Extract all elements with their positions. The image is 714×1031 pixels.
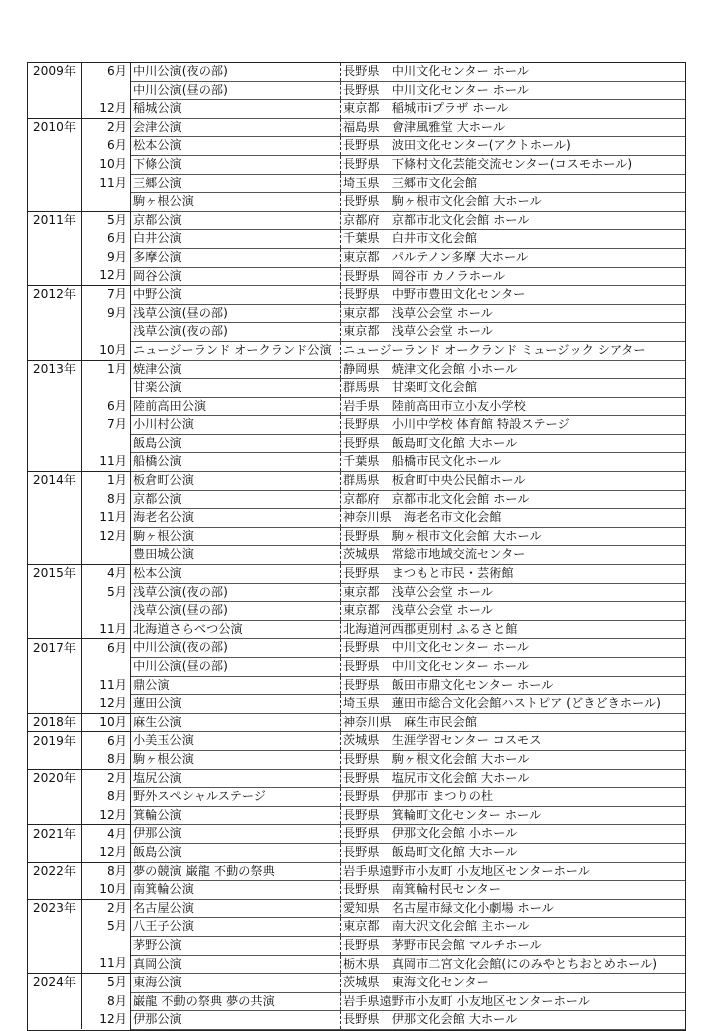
- performance-title: 南箕輪公演: [131, 881, 341, 900]
- venue-cell: 東京都 浅草公会堂 ホール: [341, 583, 686, 602]
- month-cell: 12月: [82, 843, 131, 862]
- month-cell: 11月: [82, 676, 131, 695]
- venue-cell: 長野県 中川文化センター ホール: [341, 658, 686, 677]
- performance-title: 東海公演: [131, 974, 341, 993]
- year-cell: [28, 806, 82, 825]
- performance-title: 三郷公演: [131, 174, 341, 193]
- year-cell: 2018年: [28, 713, 82, 732]
- year-cell: [28, 955, 82, 974]
- month-cell: [82, 379, 131, 398]
- table-row: [28, 992, 685, 1011]
- performance-title: 野外スペシャルステージ: [131, 788, 341, 807]
- venue-cell: 長野県 伊那文化会館 小ホール: [341, 825, 686, 844]
- venue-cell: 茨城県 生涯学習センター コスモス: [341, 732, 686, 751]
- year-cell: 2013年: [28, 360, 82, 379]
- performance-title: 京都公演: [131, 490, 341, 509]
- performance-title: 松本公演: [131, 137, 341, 156]
- month-cell: 9月: [82, 304, 131, 323]
- table-row: [28, 416, 685, 435]
- performance-title: 陸前高田公演: [131, 397, 341, 416]
- year-cell: [28, 527, 82, 546]
- performance-table: [28, 63, 685, 1030]
- table-row: [28, 304, 685, 323]
- table-row: [28, 509, 685, 528]
- performance-title: 下條公演: [131, 155, 341, 174]
- table-row: [28, 100, 685, 119]
- year-cell: [28, 379, 82, 398]
- year-cell: [28, 137, 82, 156]
- table-row: [28, 955, 685, 974]
- table-row: [28, 118, 685, 137]
- month-cell: 8月: [82, 862, 131, 881]
- table-row: [28, 881, 685, 900]
- performance-title: 八王子公演: [131, 918, 341, 937]
- venue-cell: 京都府 京都市北文化会館 ホール: [341, 490, 686, 509]
- month-cell: 5月: [82, 974, 131, 993]
- year-cell: 2009年: [28, 63, 82, 81]
- month-cell: 10月: [82, 881, 131, 900]
- month-cell: [82, 193, 131, 212]
- month-cell: 5月: [82, 918, 131, 937]
- year-cell: [28, 323, 82, 342]
- year-cell: [28, 416, 82, 435]
- month-cell: 5月: [82, 583, 131, 602]
- year-cell: [28, 1011, 82, 1030]
- venue-cell: ニュージーランド オークランド ミュージック シアター: [341, 341, 686, 360]
- venue-cell: 北海道河西郡更別村 ふるさと館: [341, 620, 686, 639]
- month-cell: 12月: [82, 695, 131, 714]
- performance-title: 駒ヶ根公演: [131, 193, 341, 212]
- table-row: [28, 769, 685, 788]
- year-cell: [28, 788, 82, 807]
- month-cell: 11月: [82, 174, 131, 193]
- venue-cell: 長野県 伊那市 まつりの杜: [341, 788, 686, 807]
- month-cell: 11月: [82, 955, 131, 974]
- year-cell: [28, 658, 82, 677]
- performance-title: 伊那公演: [131, 825, 341, 844]
- venue-cell: 東京都 浅草公会堂 ホール: [341, 323, 686, 342]
- table-row: [28, 360, 685, 379]
- table-row: [28, 230, 685, 249]
- venue-cell: 栃木県 真岡市二宮文化会館(にのみやとちおとめホール): [341, 955, 686, 974]
- month-cell: 2月: [82, 899, 131, 918]
- month-cell: 1月: [82, 360, 131, 379]
- performance-title: 甘楽公演: [131, 379, 341, 398]
- venue-cell: 岩手県遠野市小友町 小友地区センターホール: [341, 862, 686, 881]
- year-cell: 2017年: [28, 639, 82, 658]
- month-cell: [82, 434, 131, 453]
- performance-title: 豊田城公演: [131, 546, 341, 565]
- year-cell: 2023年: [28, 899, 82, 918]
- table-row: [28, 155, 685, 174]
- performance-title: 岡谷公演: [131, 267, 341, 286]
- performance-title: 板倉町公演: [131, 472, 341, 491]
- month-cell: 12月: [82, 267, 131, 286]
- month-cell: [82, 546, 131, 565]
- venue-cell: 長野県 南箕輪村民センター: [341, 881, 686, 900]
- venue-cell: 長野県 茅野市民会館 マルチホール: [341, 936, 686, 955]
- year-cell: 2015年: [28, 565, 82, 584]
- venue-cell: 千葉県 白井市文化会館: [341, 230, 686, 249]
- table-row: [28, 472, 685, 491]
- month-cell: 6月: [82, 397, 131, 416]
- performance-title: ニュージーランド オークランド公演: [131, 341, 341, 360]
- table-row: [28, 1011, 685, 1030]
- venue-cell: 群馬県 甘楽町文化会館: [341, 379, 686, 398]
- performance-title: 巌龍 不動の祭典 夢の共演: [131, 992, 341, 1011]
- year-cell: 2014年: [28, 472, 82, 491]
- venue-cell: 群馬県 板倉町中央公民館ホール: [341, 472, 686, 491]
- performance-history-table: [27, 62, 686, 1031]
- year-cell: [28, 453, 82, 472]
- venue-cell: 埼玉県 三郷市文化会館: [341, 174, 686, 193]
- year-cell: [28, 248, 82, 267]
- table-row: [28, 137, 685, 156]
- year-cell: [28, 341, 82, 360]
- performance-title: 北海道さらべつ公演: [131, 620, 341, 639]
- performance-title: 飯島公演: [131, 434, 341, 453]
- year-cell: [28, 304, 82, 323]
- year-cell: [28, 695, 82, 714]
- table-row: [28, 81, 685, 100]
- performance-title: 海老名公演: [131, 509, 341, 528]
- table-row: [28, 750, 685, 769]
- month-cell: 10月: [82, 341, 131, 360]
- year-cell: [28, 193, 82, 212]
- venue-cell: 埼玉県 蓮田市総合文化会館ハストピア (どきどきホール): [341, 695, 686, 714]
- year-cell: [28, 918, 82, 937]
- table-row: [28, 862, 685, 881]
- month-cell: [82, 602, 131, 621]
- month-cell: 12月: [82, 527, 131, 546]
- table-row: [28, 453, 685, 472]
- year-cell: [28, 509, 82, 528]
- month-cell: 8月: [82, 992, 131, 1011]
- year-cell: [28, 992, 82, 1011]
- table-row: [28, 527, 685, 546]
- venue-cell: 長野県 塩尻市文化会館 大ホール: [341, 769, 686, 788]
- performance-title: 中川公演(夜の部): [131, 63, 341, 81]
- month-cell: 12月: [82, 806, 131, 825]
- performance-title: 飯島公演: [131, 843, 341, 862]
- table-row: [28, 658, 685, 677]
- venue-cell: 長野県 駒ヶ根市文化会館 大ホール: [341, 527, 686, 546]
- venue-cell: 岩手県遠野市小友町 小友地区センターホール: [341, 992, 686, 1011]
- performance-title: 麻生公演: [131, 713, 341, 732]
- venue-cell: 神奈川県 麻生市民会館: [341, 713, 686, 732]
- venue-cell: 長野県 中川文化センター ホール: [341, 81, 686, 100]
- table-row: [28, 974, 685, 993]
- month-cell: [82, 323, 131, 342]
- performance-title: 真岡公演: [131, 955, 341, 974]
- month-cell: 7月: [82, 286, 131, 305]
- venue-cell: 東京都 南大沢文化会館 主ホール: [341, 918, 686, 937]
- month-cell: [82, 658, 131, 677]
- year-cell: [28, 434, 82, 453]
- table-row: [28, 193, 685, 212]
- table-row: [28, 490, 685, 509]
- table-row: [28, 248, 685, 267]
- month-cell: 6月: [82, 63, 131, 81]
- performance-title: 多摩公演: [131, 248, 341, 267]
- year-cell: [28, 583, 82, 602]
- performance-title: 小川村公演: [131, 416, 341, 435]
- performance-title: 駒ヶ根公演: [131, 750, 341, 769]
- performance-title: 中川公演(昼の部): [131, 658, 341, 677]
- month-cell: 2月: [82, 769, 131, 788]
- performance-title: 会津公演: [131, 118, 341, 137]
- performance-title: 稲城公演: [131, 100, 341, 119]
- performance-title: 船橋公演: [131, 453, 341, 472]
- month-cell: 12月: [82, 1011, 131, 1030]
- year-cell: 2020年: [28, 769, 82, 788]
- year-cell: 2021年: [28, 825, 82, 844]
- year-cell: 2022年: [28, 862, 82, 881]
- venue-cell: 長野県 飯島町文化館 大ホール: [341, 434, 686, 453]
- month-cell: 6月: [82, 230, 131, 249]
- year-cell: [28, 546, 82, 565]
- year-cell: [28, 881, 82, 900]
- venue-cell: 長野県 駒ヶ根文化会館 大ホール: [341, 750, 686, 769]
- year-cell: [28, 490, 82, 509]
- year-cell: [28, 81, 82, 100]
- venue-cell: 長野県 中野市豊田文化センター: [341, 286, 686, 305]
- table-row: [28, 602, 685, 621]
- venue-cell: 長野県 小川中学校 体育館 特設ステージ: [341, 416, 686, 435]
- venue-cell: 岩手県 陸前高田市立小友小学校: [341, 397, 686, 416]
- performance-title: 箕輪公演: [131, 806, 341, 825]
- performance-title: 伊那公演: [131, 1011, 341, 1030]
- year-cell: [28, 100, 82, 119]
- venue-cell: 東京都 浅草公会堂 ホール: [341, 602, 686, 621]
- table-row: [28, 434, 685, 453]
- month-cell: [82, 936, 131, 955]
- table-row: [28, 397, 685, 416]
- venue-cell: 千葉県 船橋市民文化ホール: [341, 453, 686, 472]
- performance-title: 蓮田公演: [131, 695, 341, 714]
- venue-cell: 長野県 波田文化センター(アクトホール): [341, 137, 686, 156]
- venue-cell: 長野県 下條村文化芸能交流センター(コスモホール): [341, 155, 686, 174]
- month-cell: 6月: [82, 137, 131, 156]
- performance-title: 小美玉公演: [131, 732, 341, 751]
- performance-title: 白井公演: [131, 230, 341, 249]
- performance-title: 鼎公演: [131, 676, 341, 695]
- month-cell: 8月: [82, 490, 131, 509]
- year-cell: 2012年: [28, 286, 82, 305]
- year-cell: 2011年: [28, 211, 82, 230]
- month-cell: 8月: [82, 750, 131, 769]
- year-cell: 2024年: [28, 974, 82, 993]
- month-cell: 10月: [82, 713, 131, 732]
- venue-cell: 東京都 パルテノン多摩 大ホール: [341, 248, 686, 267]
- table-body: [28, 63, 685, 1029]
- table-row: [28, 174, 685, 193]
- month-cell: 8月: [82, 788, 131, 807]
- month-cell: 11月: [82, 453, 131, 472]
- table-row: [28, 788, 685, 807]
- table-row: [28, 286, 685, 305]
- month-cell: 5月: [82, 211, 131, 230]
- month-cell: 12月: [82, 100, 131, 119]
- year-cell: [28, 230, 82, 249]
- table-row: [28, 936, 685, 955]
- year-cell: 2019年: [28, 732, 82, 751]
- venue-cell: 長野県 伊那文化会館 大ホール: [341, 1011, 686, 1030]
- month-cell: 11月: [82, 620, 131, 639]
- performance-title: 駒ヶ根公演: [131, 527, 341, 546]
- year-cell: [28, 267, 82, 286]
- performance-title: 夢の競演 巌龍 不動の祭典: [131, 862, 341, 881]
- performance-title: 京都公演: [131, 211, 341, 230]
- venue-cell: 福島県 會津風雅堂 大ホール: [341, 118, 686, 137]
- performance-title: 中野公演: [131, 286, 341, 305]
- table-row: [28, 695, 685, 714]
- month-cell: 6月: [82, 732, 131, 751]
- table-row: [28, 825, 685, 844]
- year-cell: 2010年: [28, 118, 82, 137]
- table-row: [28, 267, 685, 286]
- year-cell: [28, 620, 82, 639]
- venue-cell: 長野県 岡谷市 カノラホール: [341, 267, 686, 286]
- year-cell: [28, 397, 82, 416]
- table-row: [28, 676, 685, 695]
- venue-cell: 長野県 まつもと市民・芸術館: [341, 565, 686, 584]
- venue-cell: 東京都 稲城市iプラザ ホール: [341, 100, 686, 119]
- table-row: [28, 63, 685, 81]
- venue-cell: 東京都 浅草公会堂 ホール: [341, 304, 686, 323]
- month-cell: 1月: [82, 472, 131, 491]
- month-cell: 2月: [82, 118, 131, 137]
- performance-title: 浅草公演(昼の部): [131, 602, 341, 621]
- table-row: [28, 341, 685, 360]
- performance-title: 松本公演: [131, 565, 341, 584]
- venue-cell: 神奈川県 海老名市文化会館: [341, 509, 686, 528]
- venue-cell: 長野県 飯田市鼎文化センター ホール: [341, 676, 686, 695]
- month-cell: 11月: [82, 509, 131, 528]
- venue-cell: 茨城県 東海文化センター: [341, 974, 686, 993]
- year-cell: [28, 602, 82, 621]
- table-row: [28, 843, 685, 862]
- table-row: [28, 918, 685, 937]
- performance-title: 浅草公演(夜の部): [131, 323, 341, 342]
- table-row: [28, 379, 685, 398]
- venue-cell: 長野県 飯島町文化館 大ホール: [341, 843, 686, 862]
- year-cell: [28, 174, 82, 193]
- year-cell: [28, 676, 82, 695]
- performance-title: 浅草公演(夜の部): [131, 583, 341, 602]
- month-cell: 7月: [82, 416, 131, 435]
- performance-title: 浅草公演(昼の部): [131, 304, 341, 323]
- month-cell: 4月: [82, 825, 131, 844]
- year-cell: [28, 155, 82, 174]
- month-cell: 4月: [82, 565, 131, 584]
- performance-title: 茅野公演: [131, 936, 341, 955]
- month-cell: [82, 81, 131, 100]
- table-row: [28, 565, 685, 584]
- year-cell: [28, 936, 82, 955]
- performance-title: 塩尻公演: [131, 769, 341, 788]
- table-row: [28, 732, 685, 751]
- venue-cell: 長野県 箕輪町文化センター ホール: [341, 806, 686, 825]
- table-row: [28, 546, 685, 565]
- performance-title: 中川公演(夜の部): [131, 639, 341, 658]
- table-row: [28, 211, 685, 230]
- month-cell: 9月: [82, 248, 131, 267]
- year-cell: [28, 750, 82, 769]
- table-row: [28, 713, 685, 732]
- table-row: [28, 899, 685, 918]
- performance-title: 名古屋公演: [131, 899, 341, 918]
- venue-cell: 長野県 中川文化センター ホール: [341, 63, 686, 81]
- venue-cell: 長野県 駒ヶ根市文化会館 大ホール: [341, 193, 686, 212]
- venue-cell: 長野県 中川文化センター ホール: [341, 639, 686, 658]
- performance-title: 中川公演(昼の部): [131, 81, 341, 100]
- venue-cell: 茨城県 常総市地域交流センター: [341, 546, 686, 565]
- venue-cell: 京都府 京都市北文化会館 ホール: [341, 211, 686, 230]
- year-cell: [28, 843, 82, 862]
- venue-cell: 愛知県 名古屋市緑文化小劇場 ホール: [341, 899, 686, 918]
- table-row: [28, 806, 685, 825]
- month-cell: 6月: [82, 639, 131, 658]
- table-row: [28, 620, 685, 639]
- month-cell: 10月: [82, 155, 131, 174]
- table-row: [28, 583, 685, 602]
- venue-cell: 静岡県 焼津文化会館 小ホール: [341, 360, 686, 379]
- table-row: [28, 639, 685, 658]
- performance-title: 焼津公演: [131, 360, 341, 379]
- table-row: [28, 323, 685, 342]
